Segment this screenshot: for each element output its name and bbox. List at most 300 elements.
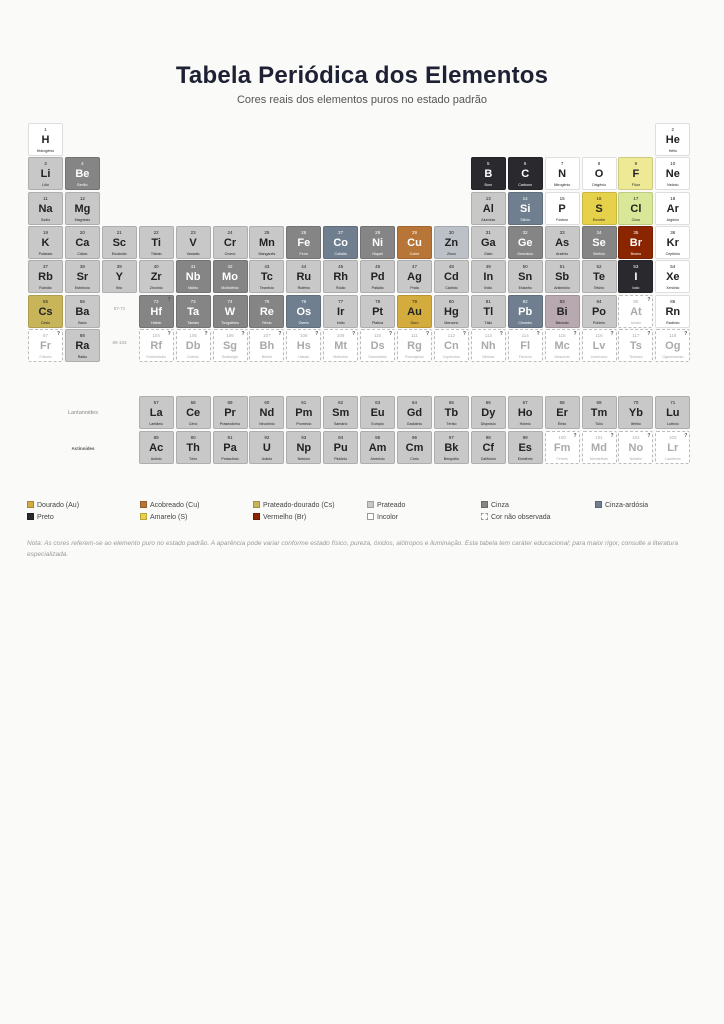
- element-symbol: No: [628, 442, 644, 454]
- element-cell-cu: [397, 226, 432, 259]
- element-cell-b: [471, 157, 506, 190]
- legend-item: [367, 513, 398, 523]
- legend-item: [481, 513, 551, 523]
- page-subtitle: Cores reais dos elementos puros no estado padrão: [236, 94, 488, 106]
- atomic-number: 56: [79, 298, 85, 304]
- atomic-number: 48: [448, 264, 454, 270]
- element-symbol: La: [149, 407, 163, 419]
- element-symbol: N: [558, 168, 567, 181]
- element-name: Rubídio: [39, 286, 52, 291]
- atomic-number: 6: [523, 161, 527, 167]
- element-name: Cúrio: [410, 457, 419, 461]
- element-cell-kr: [655, 226, 690, 259]
- uncertain-marker-icon: ?: [499, 330, 503, 337]
- element-name: Hólmio: [519, 422, 531, 426]
- element-name: Oxigênio: [591, 183, 607, 188]
- element-symbol: U: [262, 442, 271, 454]
- element-cell-pa: [213, 431, 248, 464]
- element-name: Índio: [484, 286, 493, 291]
- element-symbol: Cf: [482, 442, 495, 454]
- element-name: Manganês: [258, 251, 276, 256]
- element-cell-og: [655, 329, 690, 362]
- atomic-number: 42: [227, 264, 233, 270]
- element-name: Samário: [333, 422, 348, 426]
- element-name: Ítrio: [116, 286, 123, 291]
- atomic-number: 68: [559, 400, 565, 405]
- element-name: Tecnécio: [259, 286, 274, 291]
- element-cell-f: [618, 157, 653, 190]
- atomic-number: 16: [596, 195, 602, 201]
- element-name: Iodo: [632, 286, 640, 291]
- element-name: Ródio: [335, 286, 346, 291]
- element-cell-al: [471, 192, 506, 225]
- atomic-number: 34: [596, 229, 602, 235]
- legend-label: Incolor: [377, 514, 399, 521]
- element-symbol: Ni: [372, 236, 384, 249]
- element-cell-nd: [249, 396, 284, 429]
- element-cell-as: [545, 226, 580, 259]
- uncertain-marker-icon: ?: [536, 330, 540, 337]
- element-symbol: Ra: [75, 339, 90, 352]
- atomic-number: 3: [44, 161, 47, 167]
- legend-label: Vermelho (Br): [263, 514, 307, 521]
- atomic-number: 79: [411, 298, 417, 304]
- element-name: Livermório: [590, 354, 608, 359]
- legend-swatch-icon: [367, 501, 374, 508]
- element-cell-li: [28, 157, 63, 190]
- element-cell-mg: [65, 192, 100, 225]
- element-cell-mn: [249, 226, 284, 259]
- element-cell-ru: [286, 260, 321, 293]
- atomic-number: 102: [632, 435, 640, 440]
- element-name: Tenesso: [629, 354, 643, 359]
- element-cell-sb: [545, 260, 580, 293]
- element-symbol: Dy: [481, 407, 496, 419]
- element-symbol: Tc: [260, 271, 273, 284]
- element-name: Lutécio: [667, 422, 679, 426]
- legend-label: Preto: [37, 514, 54, 521]
- element-cell-ra: [65, 329, 100, 362]
- atomic-number: 85: [633, 298, 639, 304]
- periodic-table: [0, 0, 724, 480]
- element-symbol: Fr: [40, 339, 51, 352]
- atomic-number: 25: [264, 229, 270, 235]
- element-cell-ar: [655, 192, 690, 225]
- element-cell-rn: [655, 295, 690, 328]
- element-symbol: Fl: [520, 339, 531, 352]
- element-symbol: Lr: [667, 442, 679, 454]
- element-cell-eu: [360, 396, 395, 429]
- uncertain-marker-icon: ?: [167, 330, 171, 337]
- atomic-number: 101: [595, 435, 603, 440]
- atomic-number: 30: [448, 229, 454, 235]
- element-symbol: Pa: [223, 442, 237, 454]
- element-cell-pr: [213, 396, 248, 429]
- atomic-number: 11: [43, 195, 48, 201]
- element-name: Cálcio: [77, 251, 88, 256]
- uncertain-marker-icon: ?: [647, 330, 651, 337]
- element-cell-p: [545, 192, 580, 225]
- element-name: Háfnio: [150, 320, 162, 325]
- element-name: Sódio: [40, 217, 51, 222]
- element-name: Califórnio: [480, 457, 496, 461]
- atomic-number: 62: [338, 400, 344, 405]
- element-name: Cádmio: [445, 286, 458, 291]
- element-name: Tungstênio: [221, 320, 239, 325]
- element-cell-ba: [65, 295, 100, 328]
- element-symbol: Gd: [406, 407, 423, 419]
- element-name: Moscóvio: [554, 354, 570, 359]
- element-name: Escândio: [111, 251, 127, 256]
- element-name: Fleróvio: [518, 354, 532, 359]
- element-symbol: Be: [75, 168, 90, 181]
- element-cell-fe: [286, 226, 321, 259]
- element-symbol: Si: [519, 202, 531, 215]
- element-symbol: Ho: [517, 407, 533, 419]
- element-cell-sg: [213, 329, 248, 362]
- element-name: Dúbnio: [187, 354, 199, 359]
- atomic-number: 55: [42, 298, 48, 304]
- element-cell-tc: [249, 260, 284, 293]
- element-name: Argônio: [666, 217, 679, 222]
- element-cell-u: [249, 431, 284, 464]
- element-symbol: Lv: [592, 339, 606, 352]
- atomic-number: 51: [559, 264, 565, 270]
- atomic-number: 19: [42, 229, 48, 235]
- atomic-number: 84: [596, 298, 602, 304]
- element-name: Bismuto: [555, 320, 569, 325]
- element-name: Boro: [484, 183, 493, 188]
- legend-item: [367, 501, 405, 511]
- element-symbol: Pb: [518, 305, 533, 318]
- element-symbol: C: [521, 168, 530, 181]
- element-cell-na: [28, 192, 63, 225]
- element-cell-rh: [323, 260, 358, 293]
- element-name: Níquel: [372, 251, 383, 256]
- element-symbol: Pu: [333, 442, 348, 454]
- element-name: Enxofre: [592, 217, 606, 222]
- element-cell-rf: [139, 329, 174, 362]
- element-name: Darmstádio: [368, 354, 387, 359]
- atomic-number: 32: [522, 229, 528, 235]
- atomic-number: 49: [485, 264, 491, 270]
- element-name: Ferro: [299, 251, 309, 256]
- element-name: Cério: [188, 422, 198, 426]
- uncertain-marker-icon: ?: [315, 330, 319, 337]
- atomic-number: 47: [411, 264, 417, 270]
- atomic-number: 39: [116, 264, 122, 270]
- legend-item: [253, 501, 335, 511]
- element-cell-pd: [360, 260, 395, 293]
- element-cell-be: [65, 157, 100, 190]
- atomic-number: 93: [301, 435, 307, 440]
- element-cell-se: [582, 226, 617, 259]
- element-symbol: Sr: [76, 271, 89, 284]
- atomic-number: 118: [669, 332, 677, 338]
- element-cell-es: [508, 431, 543, 464]
- element-name: Actínio: [150, 457, 162, 461]
- atomic-number: 9: [634, 161, 638, 167]
- uncertain-marker-icon: ?: [573, 330, 577, 337]
- atomic-number: 100: [558, 435, 566, 440]
- element-symbol: Co: [333, 236, 349, 249]
- atomic-number: 14: [522, 195, 528, 201]
- element-name: Európio: [371, 422, 384, 426]
- element-cell-md: [582, 431, 617, 464]
- element-symbol: In: [483, 271, 494, 284]
- atomic-number: 81: [485, 298, 491, 304]
- element-symbol: Tm: [590, 407, 608, 419]
- element-cell-lr: [655, 431, 690, 464]
- element-cell-rb: [28, 260, 63, 293]
- element-name: Zircônio: [149, 286, 163, 291]
- legend-item: [140, 501, 199, 511]
- element-symbol: Lu: [666, 407, 680, 419]
- uncertain-marker-icon: ?: [241, 330, 245, 337]
- element-symbol: Rh: [333, 271, 349, 284]
- element-symbol: Ru: [296, 271, 312, 284]
- element-name: Férmio: [556, 457, 568, 461]
- atomic-number: 110: [374, 332, 382, 338]
- element-symbol: Cd: [444, 271, 459, 284]
- element-symbol: Au: [407, 305, 422, 318]
- element-name: Tório: [188, 457, 198, 461]
- element-cell-po: [582, 295, 617, 328]
- element-symbol: Fe: [297, 236, 311, 249]
- uncertain-marker-icon: ?: [573, 433, 577, 439]
- element-cell-no: [618, 431, 653, 464]
- element-cell-xe: [655, 260, 690, 293]
- legend-swatch-icon: [367, 513, 374, 520]
- atomic-number: 26: [301, 229, 307, 235]
- element-symbol: Re: [259, 305, 274, 318]
- legend-label: Amarelo (S): [150, 514, 188, 521]
- element-symbol: Al: [482, 202, 494, 215]
- atomic-number: 70: [633, 400, 639, 405]
- element-cell-fl: [508, 329, 543, 362]
- element-name: Túlio: [595, 422, 603, 426]
- element-symbol: Cu: [407, 236, 422, 249]
- element-cell-au: [397, 295, 432, 328]
- element-cell-cm: [397, 431, 432, 464]
- element-symbol: Hf: [150, 305, 162, 318]
- lanthanide-placeholder: 57-71: [113, 306, 126, 311]
- element-cell-ts: [618, 329, 653, 362]
- element-name: Gadolínio: [406, 422, 423, 426]
- element-symbol: Mc: [554, 339, 570, 352]
- element-cell-lv: [582, 329, 617, 362]
- legend-swatch-icon: [595, 501, 602, 508]
- actinides-label: Actinoides: [71, 446, 95, 451]
- element-cell-th: [176, 431, 211, 464]
- uncertain-marker-icon: ?: [352, 330, 356, 337]
- element-symbol: S: [595, 202, 603, 215]
- element-cell-ca: [65, 226, 100, 259]
- legend-item: [27, 501, 79, 511]
- page-title: Tabela Periódica dos Elementos: [175, 62, 549, 89]
- element-cell-te: [582, 260, 617, 293]
- element-name: Titânio: [150, 251, 162, 256]
- uncertain-marker-icon: ?: [462, 330, 466, 337]
- element-name: Nihônio: [482, 354, 495, 359]
- element-cell-ni: [360, 226, 395, 259]
- element-name: Meitnério: [333, 354, 349, 359]
- atomic-number: 58: [190, 400, 196, 405]
- element-name: Arsênio: [556, 251, 569, 256]
- atomic-number: 90: [190, 435, 196, 440]
- atomic-number: 20: [79, 229, 85, 235]
- element-cell-ag: [397, 260, 432, 293]
- element-symbol: Ds: [370, 339, 385, 352]
- element-symbol: Nh: [480, 339, 496, 352]
- element-cell-k: [28, 226, 63, 259]
- element-name: Alumínio: [481, 217, 496, 222]
- element-name: Lítio: [42, 183, 49, 188]
- uncertain-marker-icon: ?: [56, 330, 60, 337]
- atomic-number: 37: [42, 264, 48, 270]
- legend-swatch-icon: [481, 501, 488, 508]
- element-symbol: Xe: [666, 271, 680, 284]
- element-symbol: I: [634, 271, 638, 284]
- atomic-number: 60: [264, 400, 270, 405]
- element-cell-np: [286, 431, 321, 464]
- atomic-number: 74: [227, 298, 233, 304]
- element-name: Cobalto: [334, 251, 347, 256]
- atomic-number: 12: [79, 195, 85, 201]
- element-cell-sc: [102, 226, 137, 259]
- atomic-number: 104: [152, 332, 160, 338]
- element-cell-tb: [434, 396, 469, 429]
- element-name: Zinco: [446, 251, 456, 256]
- element-cell-n: [545, 157, 580, 190]
- element-symbol: Bh: [259, 339, 275, 352]
- atomic-number: 31: [485, 229, 491, 235]
- legend-item: [27, 513, 54, 523]
- element-cell-cr: [213, 226, 248, 259]
- element-symbol: Md: [591, 442, 607, 454]
- element-cell-sr: [65, 260, 100, 293]
- element-cell-hg: [434, 295, 469, 328]
- element-symbol: Se: [592, 236, 606, 249]
- atomic-number: 107: [263, 332, 271, 338]
- element-symbol: Sm: [332, 407, 350, 419]
- atomic-number: 59: [227, 400, 233, 405]
- element-cell-cd: [434, 260, 469, 293]
- element-name: Paládio: [371, 286, 384, 291]
- element-symbol: Sg: [222, 339, 238, 352]
- element-name: Potássio: [38, 251, 53, 256]
- atomic-number: 89: [153, 435, 159, 440]
- element-name: Einstênio: [517, 457, 533, 461]
- element-symbol: Br: [629, 236, 642, 249]
- element-symbol: H: [41, 134, 50, 146]
- element-name: Oganessônio: [662, 354, 684, 359]
- element-symbol: Th: [186, 442, 200, 454]
- element-symbol: Hs: [296, 339, 311, 352]
- element-name: Cromo: [224, 251, 236, 256]
- element-name: Antimônio: [554, 286, 571, 291]
- element-symbol: Cm: [405, 442, 424, 454]
- element-name: Telúrio: [593, 286, 605, 291]
- atomic-number: 106: [226, 332, 234, 338]
- element-cell-bk: [434, 431, 469, 464]
- element-symbol: Es: [518, 442, 532, 454]
- element-cell-nh: [471, 329, 506, 362]
- atomic-number: 10: [670, 161, 676, 167]
- element-cell-fr: [28, 329, 63, 362]
- legend-swatch-icon: [27, 513, 34, 520]
- atomic-number: 86: [670, 298, 676, 304]
- element-symbol: As: [555, 236, 570, 249]
- element-symbol: Ir: [337, 305, 345, 318]
- element-symbol: V: [189, 236, 197, 249]
- element-cell-cs: [28, 295, 63, 328]
- element-symbol: Ts: [629, 339, 642, 352]
- atomic-number: 94: [338, 435, 344, 440]
- element-cell-zr: [139, 260, 174, 293]
- element-name: Hidrogênio: [36, 149, 55, 153]
- atomic-number: 76: [301, 298, 307, 304]
- element-cell-ta: [176, 295, 211, 328]
- element-name: Berílio: [77, 183, 88, 188]
- element-name: Irídio: [336, 320, 345, 325]
- element-symbol: Pt: [372, 305, 384, 318]
- element-name: Protactínio: [221, 457, 239, 461]
- atomic-number: 111: [411, 332, 418, 338]
- element-symbol: Rf: [150, 339, 162, 352]
- atomic-number: 8: [597, 161, 601, 167]
- atomic-number: 29: [411, 229, 417, 235]
- element-name: Hélio: [668, 149, 677, 153]
- uncertain-marker-icon: ?: [167, 296, 171, 303]
- element-cell-gd: [397, 396, 432, 429]
- element-name: Cloro: [631, 217, 641, 222]
- element-symbol: K: [41, 236, 50, 249]
- atomic-number: 77: [338, 298, 344, 304]
- element-symbol: Sc: [112, 236, 127, 249]
- atomic-number: 23: [190, 229, 196, 235]
- legend-swatch-icon: [253, 501, 260, 508]
- element-symbol: Sn: [518, 271, 533, 284]
- legend-item: [595, 501, 648, 511]
- uncertain-marker-icon: ?: [647, 433, 651, 439]
- element-symbol: Mt: [334, 339, 348, 352]
- element-symbol: Ta: [187, 305, 200, 318]
- atomic-number: 21: [116, 229, 122, 235]
- element-symbol: Rb: [38, 271, 53, 284]
- legend-swatch-icon: [253, 513, 260, 520]
- element-cell-cn: [434, 329, 469, 362]
- atomic-number: 57: [153, 400, 159, 405]
- atomic-number: 112: [447, 332, 455, 338]
- element-symbol: Ga: [480, 236, 496, 249]
- element-name: Praseodímio: [219, 422, 241, 426]
- element-name: Xenônio: [666, 286, 680, 291]
- actinide-placeholder: 89-103: [112, 340, 127, 345]
- element-symbol: Tl: [483, 305, 494, 318]
- atomic-number: 1: [44, 127, 47, 132]
- atomic-number: 91: [227, 435, 233, 440]
- atomic-number: 72: [153, 298, 159, 304]
- element-symbol: Sb: [555, 271, 570, 284]
- atomic-number: 71: [670, 400, 676, 405]
- element-symbol: Fm: [553, 442, 571, 454]
- element-symbol: Zr: [150, 271, 162, 284]
- atomic-number: 75: [264, 298, 270, 304]
- legend-swatch-icon: [140, 513, 147, 520]
- element-symbol: Nd: [259, 407, 275, 419]
- element-symbol: Na: [38, 202, 53, 215]
